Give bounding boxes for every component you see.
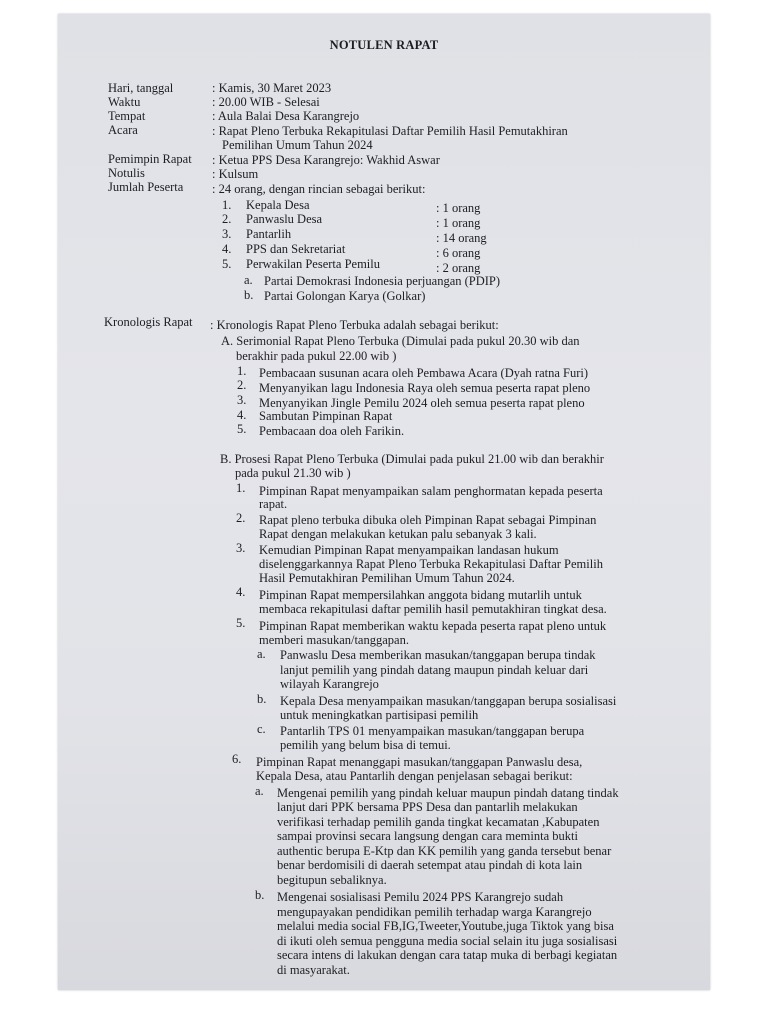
value-acara: : Rapat Pleno Terbuka Rekapitulasi Daftar Pemilih Hasil Pemutakhiran [212, 124, 568, 138]
sub5-letter: c. [257, 722, 266, 736]
participant-count: : 1 orang [436, 216, 481, 230]
section-a-item-num: 3. [237, 393, 247, 407]
participant-num: 3. [222, 227, 232, 241]
section-b-item-line: Rapat pleno terbuka dibuka oleh Pimpinan Rapat sebagai Pimpinan [259, 513, 597, 527]
section-a-item: Pembacaan doa oleh Farikin. [259, 424, 405, 438]
participant-name: Pantarlih [246, 227, 292, 241]
participant-name: Kepala Desa [246, 198, 310, 212]
label-acara: Acara [108, 123, 138, 137]
section-b-item-num: 4. [236, 585, 246, 599]
party-letter: a. [244, 273, 253, 287]
section-b-item-line: Pimpinan Rapat menanggapi masukan/tanggapan Panwaslu desa, [256, 755, 583, 769]
sub6-line: begitupun sebaliknya. [277, 873, 387, 887]
section-b-item-line: Pimpinan Rapat menyampaikan salam penghormatan kepada peserta [259, 484, 603, 498]
sub5-line: Pantarlih TPS 01 menyampaikan masukan/tanggapan berupa [280, 724, 585, 738]
value-hari-tanggal: : Kamis, 30 Maret 2023 [212, 81, 332, 95]
section-b-item-line: membaca rekapitulasi daftar pemilih hasil pemutakhiran tingkat desa. [259, 602, 607, 616]
sub5-line: Panwaslu Desa memberikan masukan/tanggapan berupa tindak [280, 648, 596, 662]
section-a-heading-cont: berakhir pada pukul 22.00 wib ) [236, 349, 397, 363]
section-b-item-line: Kemudian Pimpinan Rapat menyampaikan landasan hukum [259, 543, 559, 557]
section-b-heading: B. Prosesi Rapat Pleno Terbuka (Dimulai pada pukul 21.00 wib dan berakhir [220, 452, 604, 466]
section-b-item-num: 2. [236, 511, 246, 525]
sub5-line: Kepala Desa menyampaikan masukan/tanggapan berupa sosialisasi [280, 694, 617, 708]
sub6-line: verifikasi terhadap pemilih ganda tingkat kecamatan ,Kabupaten [277, 815, 600, 829]
participant-name: Panwaslu Desa [246, 212, 323, 226]
sub6-line: sampai provinsi secara langsung dengan cara meminta bukti [277, 829, 578, 843]
sub6-line: lanjut dari PPK bersama PPS Desa dan pantarlih melakukan [277, 800, 578, 814]
section-a-heading: A. Serimonial Rapat Pleno Terbuka (Dimulai pada pukul 20.30 wib dan [221, 334, 580, 348]
label-tempat: Tempat [108, 109, 146, 123]
sub5-line: untuk meningkatkan partisipasi pemilih [280, 708, 479, 722]
label-pemimpin-rapat: Pemimpin Rapat [108, 152, 192, 166]
section-a-item-num: 5. [237, 422, 247, 436]
section-b-item-line: rapat. [259, 497, 288, 511]
value-acara-cont: Pemilihan Umum Tahun 2024 [222, 138, 373, 152]
party-name: Partai Golongan Karya (Golkar) [264, 289, 426, 303]
section-b-item-line: Pimpinan Rapat mempersilahkan anggota bidang mutarlih untuk [259, 588, 582, 602]
section-b-item-num: 6. [232, 752, 242, 766]
label-waktu: Waktu [108, 95, 141, 109]
label-hari-tanggal: Hari, tanggal [108, 81, 174, 95]
sub6-letter: b. [255, 888, 265, 902]
sub6-line: di masyarakat. [277, 963, 350, 977]
participant-num: 2. [222, 212, 232, 226]
section-b-item-line: Rapat dengan melakukan ketukan palu sebanyak 3 kali. [259, 527, 537, 541]
participant-count: : 2 orang [436, 261, 481, 275]
section-b-item-line: memberi masukan/tanggapan. [259, 633, 409, 647]
party-name: Partai Demokrasi Indonesia perjuangan (PDIP) [264, 274, 501, 288]
section-a-item: Menyanyikan lagu Indonesia Raya oleh semua peserta rapat pleno [259, 381, 591, 395]
value-waktu: : 20.00 WIB - Selesai [212, 95, 320, 109]
participant-num: 4. [222, 242, 232, 256]
sub6-letter: a. [255, 784, 264, 798]
participant-name: PPS dan Sekretariat [246, 242, 346, 256]
section-b-item-num: 3. [236, 541, 246, 555]
sub6-line: benar berdomisili di daerah setempat atau pindah di kota lain [277, 858, 583, 872]
participant-count: : 1 orang [436, 201, 481, 215]
document-title: NOTULEN RAPAT [329, 38, 439, 52]
value-jumlah-peserta: : 24 orang, dengan rincian sebagai berikut: [212, 182, 426, 196]
sub5-line: pemilih yang belum bisa di temui. [280, 738, 451, 752]
participant-num: 1. [222, 198, 232, 212]
section-a-item: Sambutan Pimpinan Rapat [259, 409, 393, 423]
participant-name: Perwakilan Peserta Pemilu [246, 257, 380, 271]
participant-num: 5. [222, 257, 232, 271]
section-a-item: Pembacaan susunan acara oleh Pembawa Acara (Dyah ratna Furi) [259, 366, 589, 380]
sub5-letter: a. [257, 647, 266, 661]
sub6-line: melalui media social FB,IG,Tweeter,Youtube,juga Tiktok yang bisa [277, 919, 614, 933]
sub5-line: lanjut pemilih yang pindah datang maupun pindah keluar dari [280, 663, 589, 677]
section-b-item-num: 5. [236, 616, 246, 630]
value-pemimpin-rapat: : Ketua PPS Desa Karangrejo: Wakhid Aswar [212, 153, 440, 167]
label-jumlah-peserta: Jumlah Peserta [108, 180, 184, 194]
label-notulis: Notulis [108, 166, 145, 180]
kronologis-intro: : Kronologis Rapat Pleno Terbuka adalah sebagai berikut: [210, 318, 499, 332]
section-b-item-line: Pimpinan Rapat memberikan waktu kepada peserta rapat pleno untuk [259, 619, 607, 633]
sub6-line: authentic berupa E-Ktp dan KK pemilih yang ganda tersebut benar [277, 844, 612, 858]
section-a-item-num: 4. [237, 408, 247, 422]
section-b-item-line: diselenggarkannya Rapat Pleno Terbuka Rekapitulasi Daftar Pemilih [259, 557, 603, 571]
label-kronologis-rapat: Kronologis Rapat [104, 315, 193, 329]
section-b-item-num: 1. [236, 481, 246, 495]
section-b-item-line: Kepala Desa, atau Pantarlih dengan penjelasan sebagai berikut: [256, 769, 573, 783]
sub5-letter: b. [257, 692, 267, 706]
participant-count: : 14 orang [436, 231, 487, 245]
participant-count: : 6 orang [436, 246, 481, 260]
section-a-item-num: 1. [237, 364, 247, 378]
sub6-line: mengupayakan pendidikan pemilih terhadap warga Karangrejo [277, 905, 592, 919]
section-a-item: Menyanyikan Jingle Pemilu 2024 oleh semua peserta rapat pleno [259, 396, 585, 410]
sub6-line: di ikuti oleh semua pengguna media social selain itu juga sosialisasi [277, 934, 618, 948]
party-letter: b. [244, 288, 254, 302]
value-notulis: : Kulsum [212, 167, 259, 181]
sub6-line: Mengenai sosialisasi Pemilu 2024 PPS Karangrejo sudah [277, 890, 564, 904]
value-tempat: : Aula Balai Desa Karangrejo [212, 109, 360, 123]
section-a-item-num: 2. [237, 378, 247, 392]
section-b-heading-cont: pada pukul 21.30 wib ) [235, 466, 351, 480]
sub6-line: Mengenai pemilih yang pindah keluar maupun pindah datang tindak [277, 786, 619, 800]
sub6-line: secara intens di lakukan dengan cara tatap muka di berbagi kegiatan [277, 948, 618, 962]
section-b-item-line: Hasil Pemutakhiran Pemilihan Umum Tahun 2024. [259, 571, 515, 585]
sub5-line: wilayah Karangrejo [280, 677, 379, 691]
